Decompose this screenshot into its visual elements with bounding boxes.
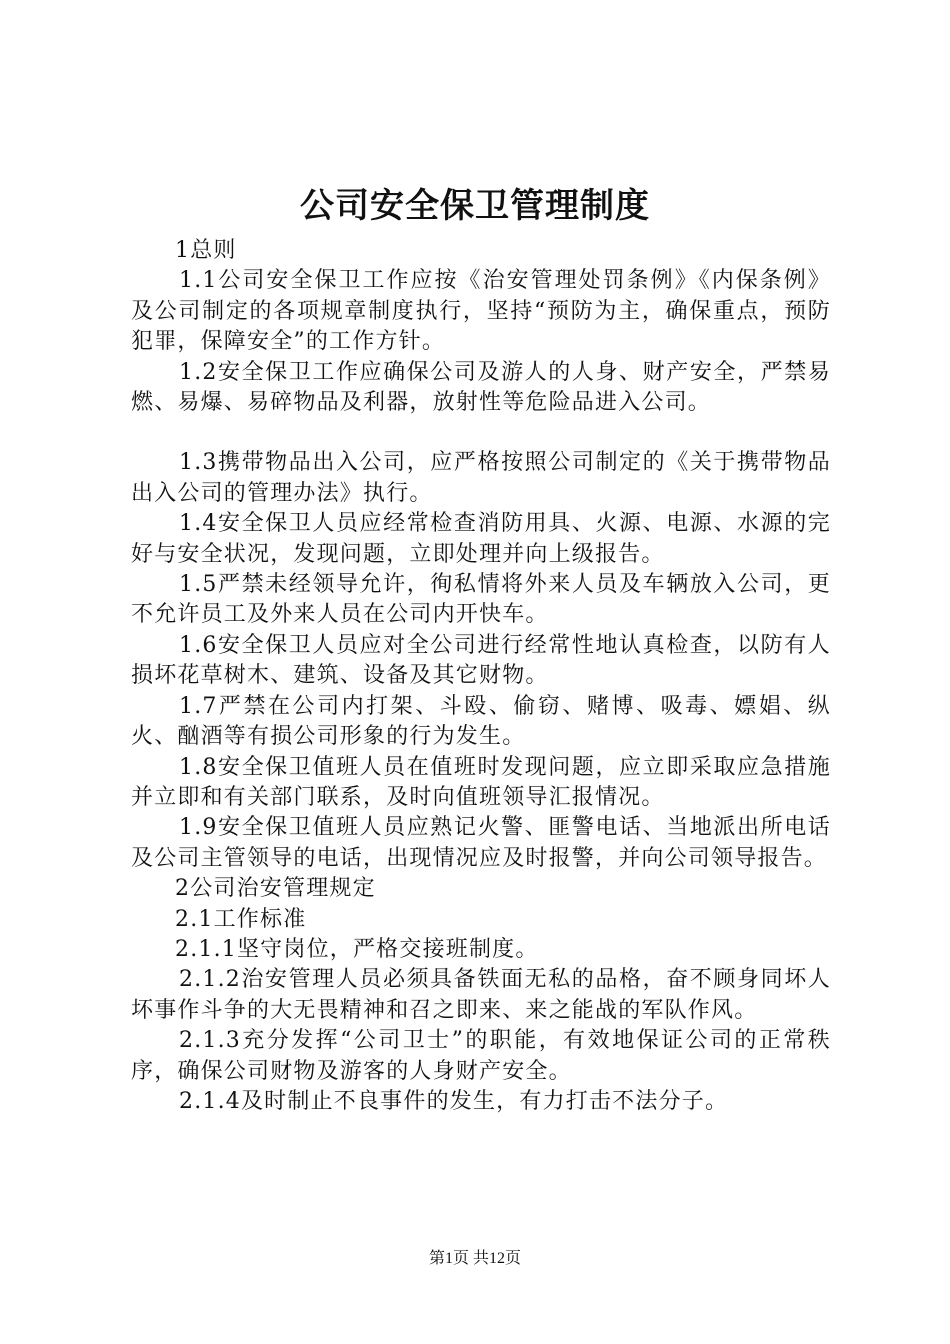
page-number-footer: 第1页 共12页 xyxy=(428,1250,521,1267)
paragraph: 1.1公司安全保卫工作应按《治安管理处罚条例》《内保条例》及公司制定的各项规章制度执行，坚持“预防为主，确保重点，预防犯罪，保障安全”的工作方针。 xyxy=(131,268,831,355)
paragraph: 1.2安全保卫工作应确保公司及游人的人身、财产安全，严禁易燃、易爆、易碎物品及利器，放射性等危险品进入公司。 xyxy=(131,359,831,416)
subsection-heading: 2.1工作标准 xyxy=(175,906,307,932)
paragraph: 1.8安全保卫值班人员在值班时发现问题，应立即采取应急措施并立即和有关部门联系，及时向值班领导汇报情况。 xyxy=(131,754,831,810)
section-heading: 2公司治安管理规定 xyxy=(175,876,376,902)
paragraph: 1.7严禁在公司内打架、斗殴、偷窃、赌博、吸毒、嫖娼、纵火、酗酒等有损公司形象的行为发生。 xyxy=(131,693,831,750)
paragraph: 2.1.3充分发挥“公司卫士”的职能，有效地保证公司的正常秩序，确保公司财物及游客的人身财产安全。 xyxy=(131,1028,831,1084)
paragraph: 1.9安全保卫值班人员应熟记火警、匪警电话、当地派出所电话及公司主管领导的电话，出现情况应及时报警，并向公司领导报告。 xyxy=(131,815,831,871)
paragraph: 1.5严禁未经领导允许，徇私情将外来人员及车辆放入公司，更不允许员工及外来人员在公司内开快车。 xyxy=(131,572,831,628)
paragraph: 1.4安全保卫人员应经常检查消防用具、火源、电源、水源的完好与安全状况，发现问题，立即处理并向上级报告。 xyxy=(131,511,831,567)
document-body xyxy=(131,236,831,1117)
paragraph: 1.3携带物品出入公司，应严格按照公司制定的《关于携带物品出入公司的管理办法》执行。 xyxy=(131,450,831,506)
paragraph: 2.1.1坚守岗位，严格交接班制度。 xyxy=(175,936,539,962)
paragraph: 1.6安全保卫人员应对全公司进行经常性地认真检查，以防有人损坏花草树木、建筑、设备及其它财物。 xyxy=(131,632,831,689)
section-heading: 1总则 xyxy=(175,238,237,263)
paragraph: 2.1.2治安管理人员必须具备铁面无私的品格，奋不顾身同坏人坏事作斗争的大无畏精神和召之即来、来之能战的军队作风。 xyxy=(131,967,831,1023)
paragraph: 2.1.4及时制止不良事件的发生，有力打击不法分子。 xyxy=(179,1088,729,1114)
document-title: 公司安全保卫管理制度 xyxy=(300,186,650,226)
